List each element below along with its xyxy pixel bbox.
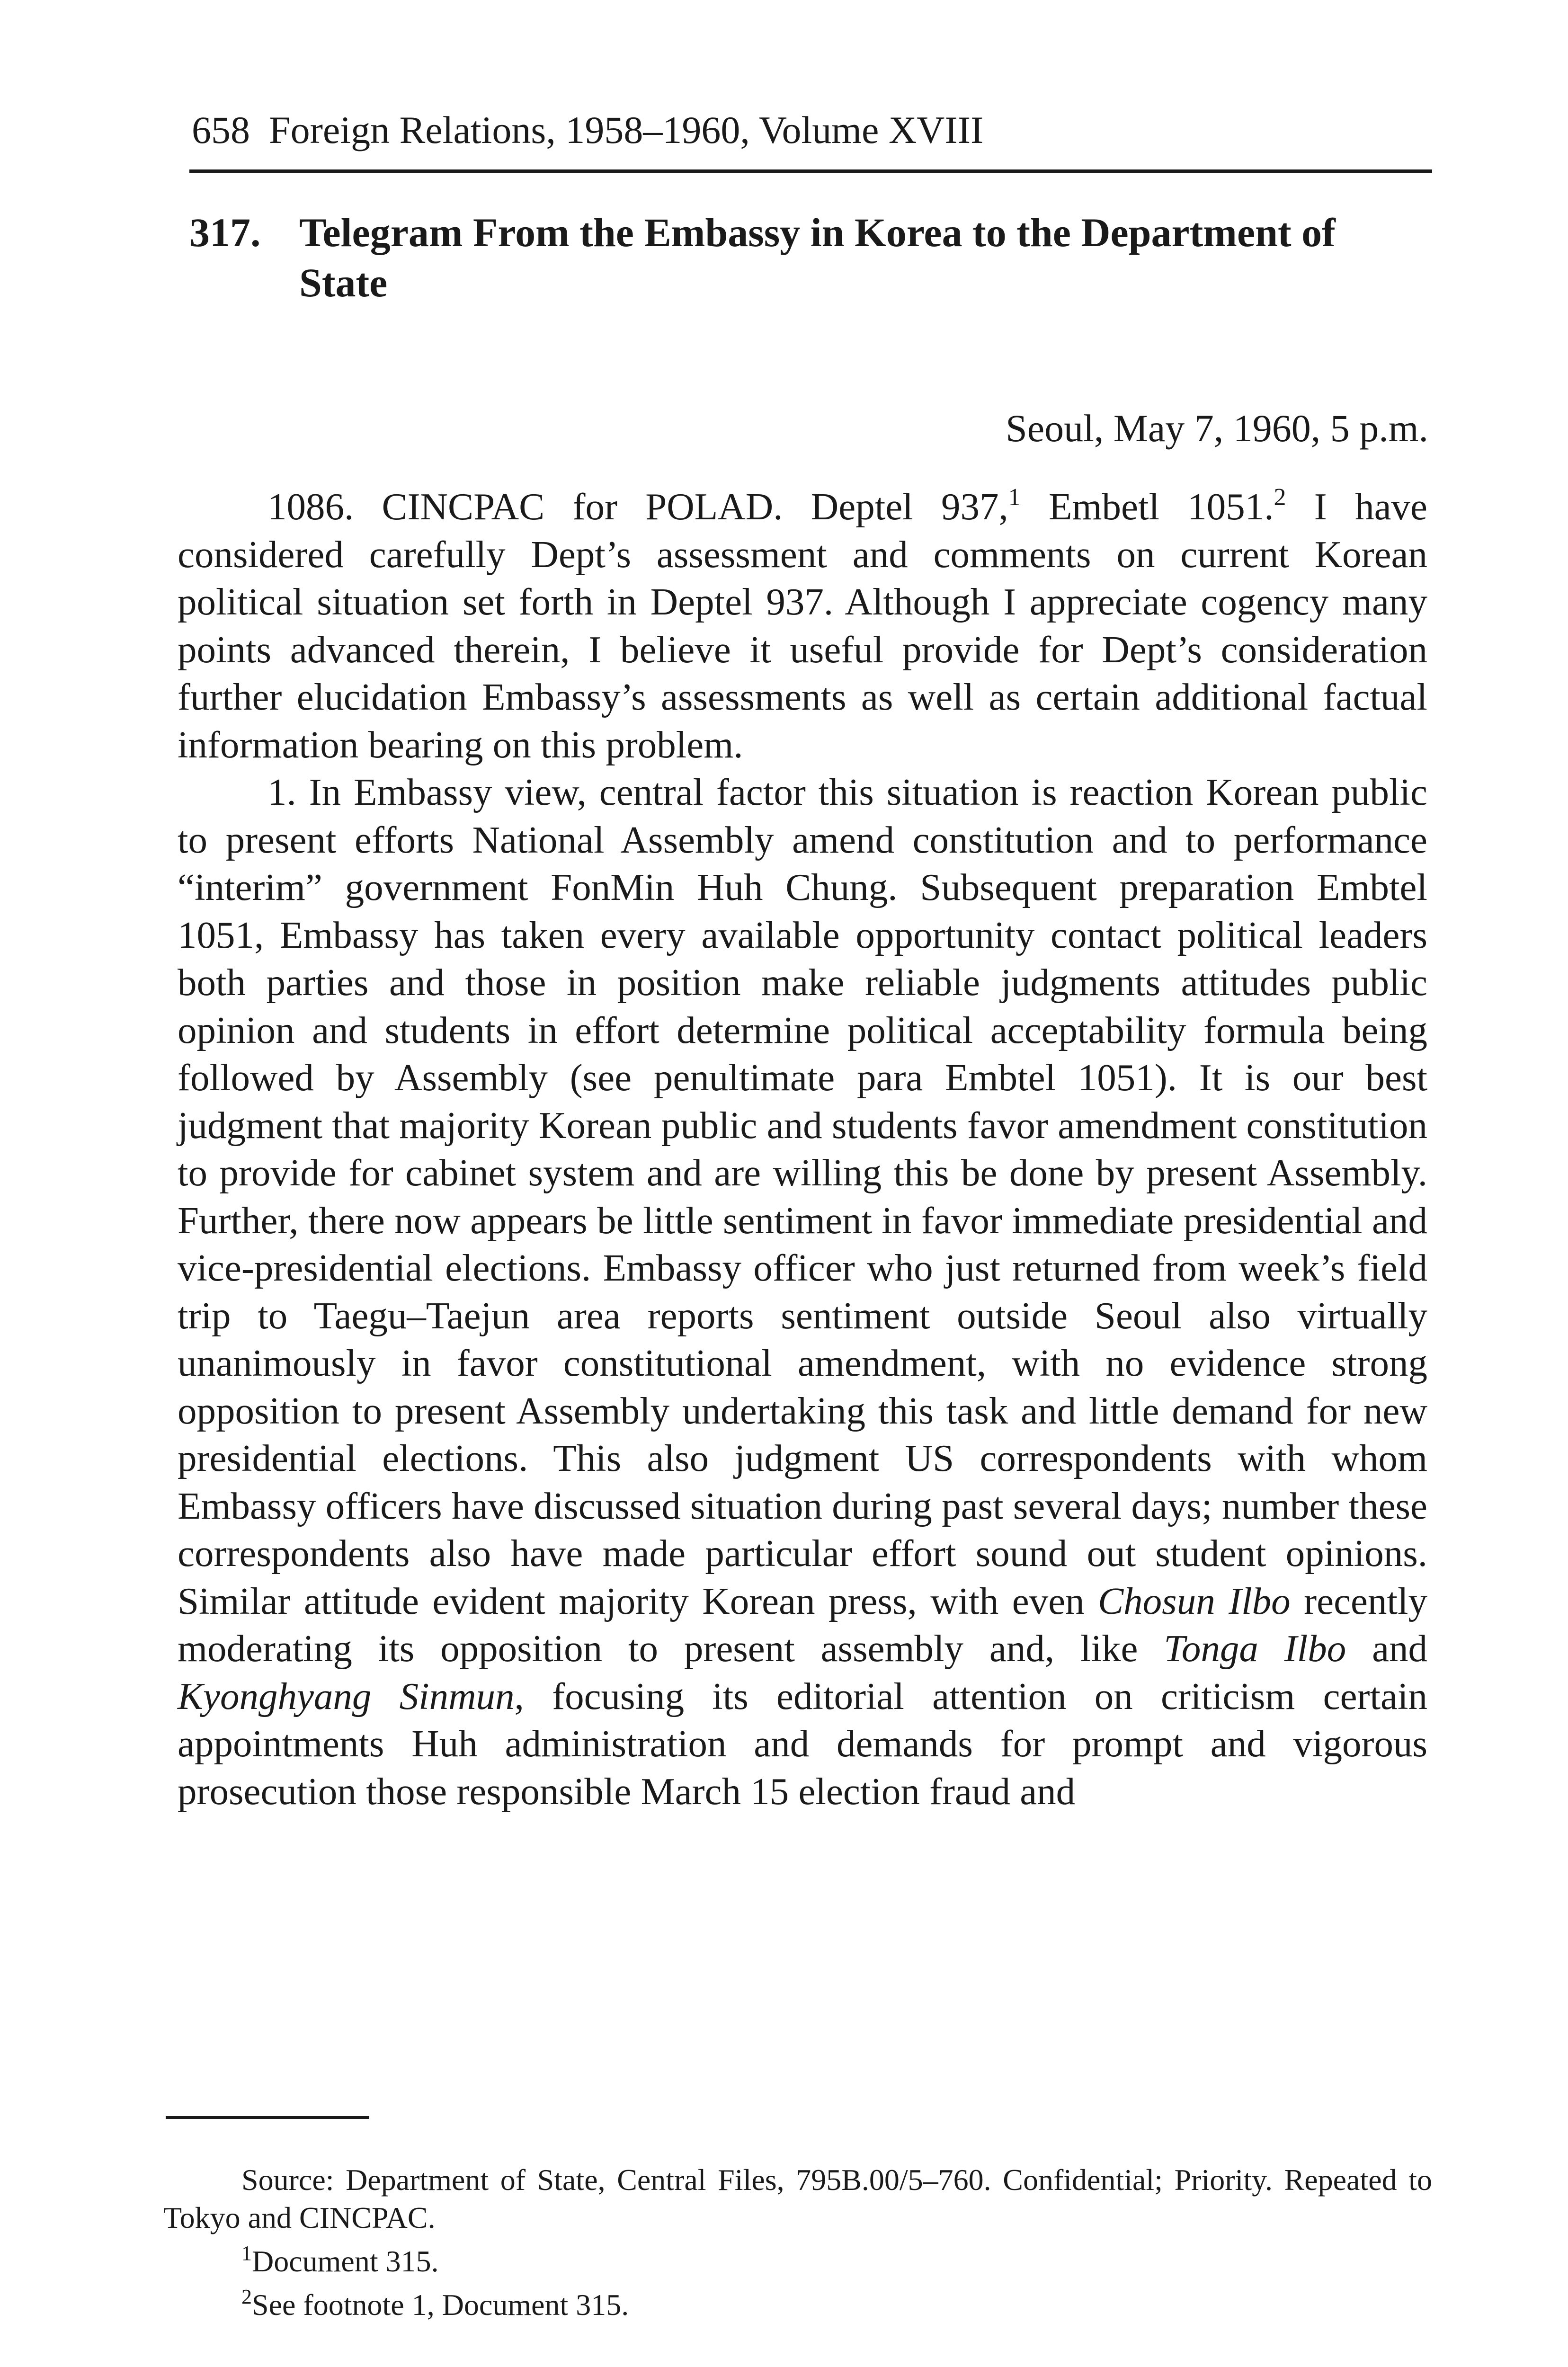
body-paragraph [178, 768, 1427, 1815]
footnote-text: Document 315. [252, 2244, 439, 2278]
footnote-ref: 2 [1274, 484, 1286, 511]
footnote-2 [163, 2286, 1432, 2324]
footnote-1 [163, 2242, 1432, 2280]
footnote-marker: 2 [241, 2285, 252, 2308]
header-rule [189, 169, 1432, 173]
body-paragraph [178, 483, 1427, 768]
dateline: Seoul, May 7, 1960, 5 p.m. [1006, 407, 1428, 450]
newspaper-name: Kyonghyang Sinmun [178, 1674, 515, 1717]
paragraph-text: Embetl 1051. [1020, 485, 1274, 528]
publication-title: Foreign Relations, 1958–1960, Volume XVIII [269, 108, 984, 151]
paragraph-text: and [1346, 1627, 1428, 1670]
footnote-ref: 1 [1008, 484, 1021, 511]
paragraph-text: recently moderating its opposition to present assembly and, like [178, 1579, 1427, 1670]
telegram-body [178, 483, 1427, 1815]
footnote-marker: 1 [241, 2242, 252, 2265]
footnotes [163, 2161, 1432, 2324]
running-head [192, 107, 1432, 154]
paragraph-text: , focusing its editorial attention on criticism certain appointments Huh administration and demands for prompt and vigorous prosecution those responsible March 15 election fraud and [178, 1674, 1427, 1813]
document-heading [189, 207, 1430, 308]
document-title: Telegram From the Embassy in Korea to the Department of State [299, 210, 1336, 305]
paragraph-text: 1086. CINCPAC for POLAD. Deptel 937, [267, 485, 1008, 528]
newspaper-name: Tonga Ilbo [1164, 1627, 1346, 1670]
footnote-rule [166, 2116, 369, 2119]
page-number: 658 [192, 108, 250, 151]
newspaper-name: Chosun Ilbo [1098, 1579, 1291, 1622]
paragraph-text: 1. In Embassy view, central factor this situation is reaction Korean public to present efforts National Assembly amend constitution and to performance “interim” government FonMin Huh Chung. Subsequent preparation Embtel 1051, Embassy has taken every available opportunity contact political leaders both parties and those in position make reliable judgments attitudes public opinion and students in effort determine political acceptability formula being followed by Assembly (see penultimate para Embtel 1051). It is our best judgment that majority Korean public and students favor amendment constitution to provide for cabinet system and are willing this be done by present Assembly. Further, there now appears be little sentiment in favor immediate presidential and vice-presidential elections. Embassy officer who just returned from week’s field trip to Taegu–Taejun area reports sentiment outside Seoul also virtually unanimously in favor constitutional amendment, with no evidence strong opposition to present Assembly undertaking this task and little demand for new presidential elections. This also judgment US correspondents with whom Embassy officers have discussed situation during past several days; number these correspondents also have made particular effort sound out student opinions. Similar attitude evident majority Korean press, with even [178, 771, 1427, 1622]
source-note: Source: Department of State, Central Files, 795B.00/5–760. Confidential; Priority. Repeated to Tokyo and CINCPAC. [163, 2163, 1432, 2234]
paragraph-text: I have considered carefully Dept’s assessment and comments on current Korean political situation set forth in Deptel 937. Although I appreciate cogency many points advanced therein, I believe it useful provide for Dept’s consideration further elucidation Embassy’s assessments as well as certain additional factual information bearing on this problem. [178, 485, 1427, 766]
document-number: 317. [189, 210, 261, 255]
footnote-text: See footnote 1, Document 315. [252, 2288, 629, 2322]
